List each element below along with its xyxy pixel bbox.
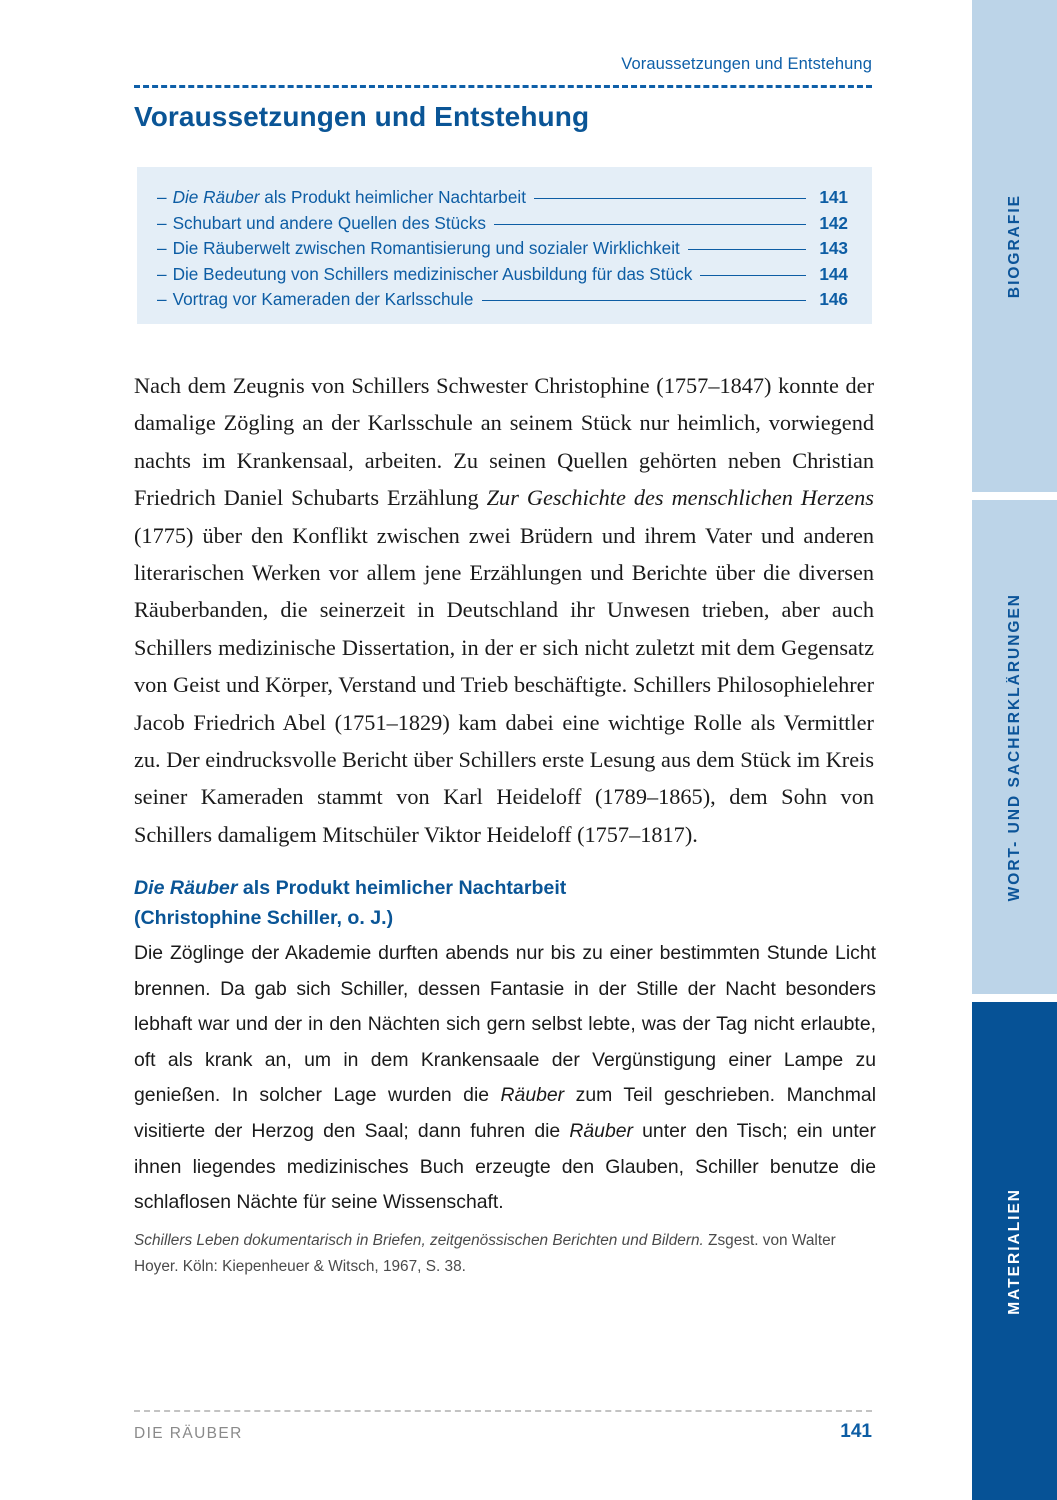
footer-divider: [134, 1410, 872, 1412]
toc-item[interactable]: [157, 287, 848, 313]
toc-page-number: 143: [819, 238, 848, 258]
page-title: Voraussetzungen und Entstehung: [134, 101, 590, 132]
toc-item-label: [173, 262, 693, 288]
quote-part3: unter den Tisch; ein unter ihnen liegendes medizinisches Buch erzeugte den Glauben, Schiller benutze die schlaflosen Nächte für seine Wissenschaft.: [134, 1119, 876, 1214]
toc-item-label-rest: als Produkt heimlicher Nachtarbeit: [259, 187, 527, 207]
source-citation: [134, 1228, 876, 1279]
toc-dash: –: [157, 263, 167, 284]
quote-italic-raeuber-2: Räuber: [569, 1119, 633, 1142]
source-title-italic: Schillers Leben dokumentarisch in Briefen, zeitgenössischen Berichten und Bildern.: [134, 1232, 704, 1249]
running-head: Voraussetzungen und Entstehung: [621, 55, 872, 73]
intro-text-part2: (1775) über den Konflikt zwischen zwei Brüdern und ihrem Vater und anderen literarischen Werken vor allem jene Erzählungen und Berichte über die diversen Räuberbanden, die seinerzeit in Deutschland ihr Unwesen trieben, aber auch Schillers medizinische Dissertation, in der er sich nicht zuletzt mit dem Gegensatz von Geist und Körper, Verstand und Trieb beschäftigte. Schillers Philosophielehrer Jacob Friedrich Abel (1751–1829) kam dabei eine wichtige Rolle als Vermittler zu. Der eindrucksvolle Bericht über Schillers erste Lesung aus dem Stück im Kreis seiner Kameraden stammt von Karl Heideloff (1789–1865), dem Sohn von Schillers damaligem Mitschüler Viktor Heideloff (1757–1817).: [134, 522, 874, 847]
quote-part1: Die Zöglinge der Akademie durften abends nur bis zu einer bestimmten Stunde Licht brennen. Da gab sich Schiller, dessen Fantasie in der Stille der Nacht besonders lebhaft war und der in den Nächten sich gern selbst lebte, was der Tag nicht erlaubte, oft als krank an, um in dem Krankensaale der Vergünstigung einer Lampe zu genießen. In solcher Lage wurden die: [134, 942, 876, 1107]
toc-page-number: 142: [819, 212, 848, 233]
toc-leader: [482, 300, 807, 301]
toc-item[interactable]: [157, 211, 848, 237]
toc-item[interactable]: [157, 236, 848, 262]
toc-dash: –: [157, 187, 167, 207]
side-tab-label: BIOGRAFIE: [1005, 193, 1023, 299]
toc-page-number: 146: [819, 289, 848, 309]
table-of-contents-box: [137, 167, 872, 324]
section-heading: [134, 874, 874, 933]
toc-leader: [494, 224, 806, 225]
toc-item-label: [173, 236, 680, 262]
toc-item[interactable]: [157, 262, 848, 288]
toc-page-number: 141: [819, 187, 848, 207]
side-tab-materialien[interactable]: [972, 1002, 1057, 1500]
toc-item-label-italic: Die Räuber: [172, 187, 260, 207]
toc-item[interactable]: [157, 185, 848, 211]
intro-paragraph: [134, 367, 874, 853]
toc-dash: –: [157, 238, 167, 258]
toc-dash: –: [157, 212, 167, 233]
toc-item-label: [173, 185, 526, 211]
quote-block: [134, 936, 876, 1221]
quote-italic-raeuber-1: Räuber: [500, 1084, 565, 1107]
toc-item-label: [173, 211, 486, 237]
side-tab-label: WORT- UND SACHERKLÄRUNGEN: [1005, 592, 1023, 902]
side-tab-label: MATERIALIEN: [1005, 1187, 1023, 1315]
toc-item-label-rest: Die Bedeutung von Schillers medizinischer Ausbildung für das Stück: [172, 263, 693, 284]
toc-leader: [534, 198, 806, 199]
toc-item-label-rest: Die Räuberwelt zwischen Romantisierung und sozialer Wirklichkeit: [172, 238, 680, 258]
footer-book-title: DIE RÄUBER: [134, 1425, 243, 1442]
section-heading-italic: Die Räuber: [134, 877, 238, 899]
side-tab-rail: [972, 0, 1057, 1500]
toc-page-number: 144: [819, 263, 848, 284]
footer-page-number: 141: [840, 1421, 872, 1442]
source-rest: Zsgest. von Walter Hoyer. Köln: Kiepenheuer & Witsch, 1967, S. 38.: [134, 1232, 836, 1275]
toc-dash: –: [157, 289, 167, 309]
toc-item-label-rest: Schubart und andere Quellen des Stücks: [172, 212, 486, 233]
side-tab-biografie[interactable]: [972, 0, 1057, 492]
toc-item-label-rest: Vortrag vor Kameraden der Karlsschule: [172, 289, 474, 309]
quote-part2: zum Teil geschrieben. Manchmal visitierte der Herzog den Saal; dann fuhren die: [134, 1084, 877, 1142]
section-heading-line2: (Christophine Schiller, o. J.): [134, 906, 394, 929]
toc-item-label: [173, 287, 474, 313]
side-tab-wort-und-sacherklaerungen[interactable]: [972, 500, 1057, 994]
toc-leader: [688, 249, 806, 250]
section-heading-rest: als Produkt heimlicher Nachtarbeit: [237, 877, 567, 899]
intro-text-part1: Nach dem Zeugnis von Schillers Schwester Christophine (1757–1847) konnte der damalige Zögling an der Karlsschule an seinem Stück nur heimlich, vorwiegend nachts im Krankensaal, arbeiten. Zu seinen Quellen gehörten neben Christian Friedrich Daniel Schubarts Erzählung: [134, 373, 874, 511]
intro-title-italic: Zur Geschichte des menschlichen Herzens: [486, 485, 874, 511]
toc-leader: [700, 275, 806, 276]
header-divider: [134, 85, 872, 88]
